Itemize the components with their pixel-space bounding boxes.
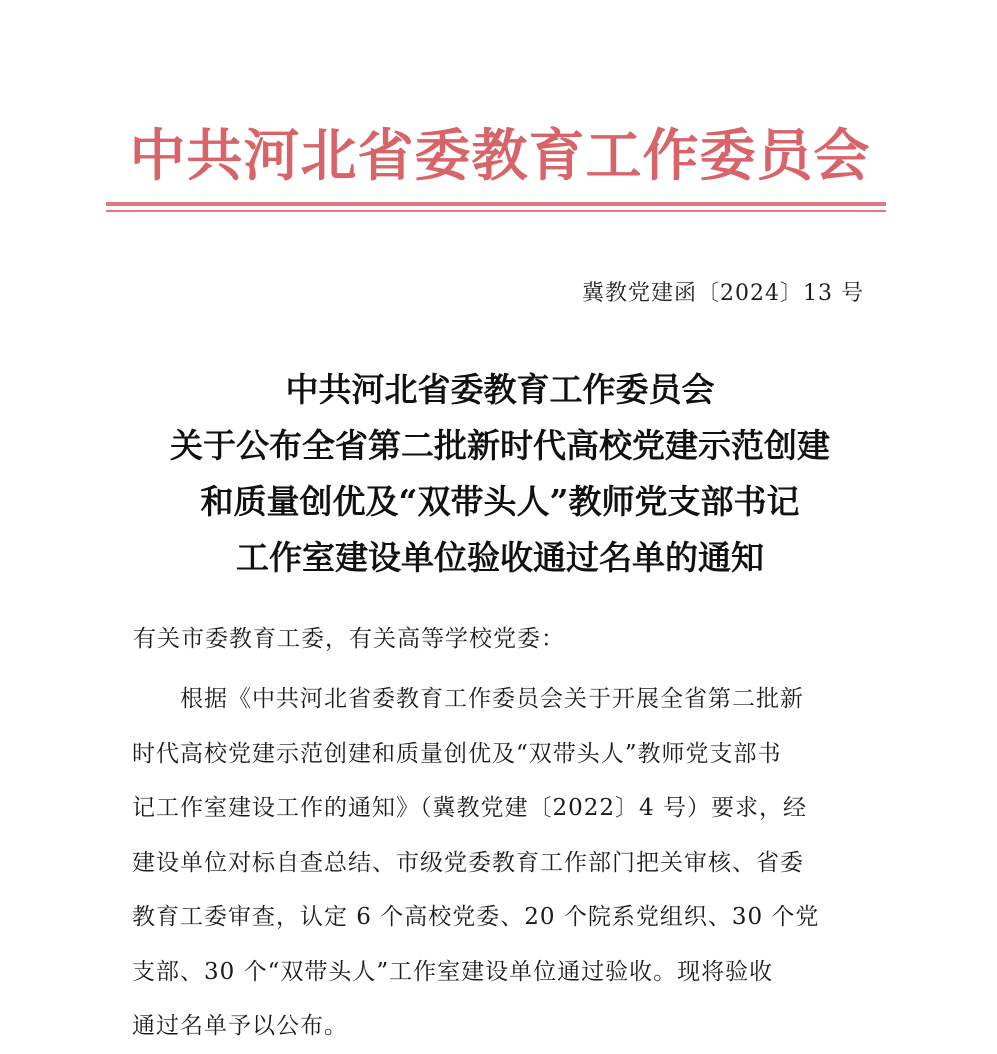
body-line: 教育工委审查，认定 6 个高校党委、20 个院系党组织、30 个党 <box>132 904 820 930</box>
body-line: 记工作室建设工作的通知》（冀教党建〔2022〕4 号）要求，经 <box>132 795 807 821</box>
document-number: 冀教党建函〔2024〕13 号 <box>582 281 864 306</box>
title-line: 和质量创优及“双带头人”教师党支部书记 <box>200 482 800 521</box>
body-line: 支部、30 个“双带头人”工作室建设单位通过验收。现将验收 <box>132 958 774 985</box>
org-header-title: 中共河北省委教育工作委员会 <box>129 123 871 189</box>
document-title <box>100 362 900 586</box>
body-line: 时代高校党建示范创建和质量创优及“双带头人”教师党支部书 <box>132 740 782 767</box>
body-line: 建设单位对标自查总结、市级党委教育工作部门把关审核、省委 <box>132 849 804 876</box>
title-line: 中共河北省委教育工作委员会 <box>285 370 715 409</box>
body-paragraph <box>132 672 872 1054</box>
body-line: 根据《中共河北省委教育工作委员会关于开展全省第二批新 <box>180 686 804 712</box>
title-line: 工作室建设单位验收通过名单的通知 <box>236 538 764 577</box>
header-rule-thick <box>106 202 886 206</box>
header-rule-thin <box>106 210 886 212</box>
title-line: 关于公布全省第二批新时代高校党建示范创建 <box>170 426 830 465</box>
salutation: 有关市委教育工委，有关高等学校党委： <box>133 626 565 652</box>
body-line: 通过名单予以公布。 <box>132 1013 348 1039</box>
